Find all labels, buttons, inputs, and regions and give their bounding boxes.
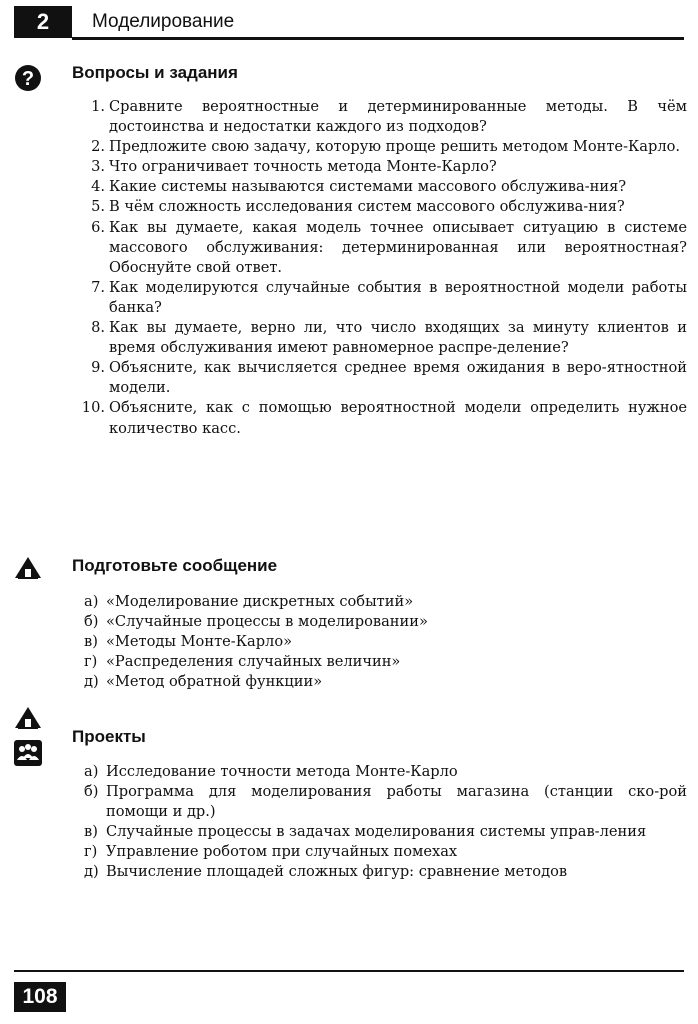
- svg-text:?: ?: [21, 68, 35, 90]
- list-item: 2. Предложите свою задачу, которую проще решить методом Монте-Карло.: [91, 138, 681, 156]
- chapter-title: Моделирование: [92, 11, 235, 32]
- list-item: 8. Как вы думаете, верно ли, что число входящих за минуту клиентов и время обслуживания имеют равномерное распре-деление?: [91, 319, 687, 357]
- list-item: 5. В чём сложность исследования систем массового обслужива-ния?: [91, 198, 625, 216]
- list-item: б) «Случайные процессы в моделировании»: [84, 613, 428, 631]
- list-item: 4. Какие системы называются системами массового обслужива-ния?: [91, 178, 627, 196]
- list-item: д) Вычисление площадей сложных фигур: сравнение методов: [84, 863, 568, 881]
- chapter-number: 2: [36, 9, 50, 34]
- list-item: б) Программа для моделирования работы магазина (станции ско-рой помощи и др.): [84, 783, 687, 821]
- list-item: 6. Как вы думаете, какая модель точнее описывает ситуацию в системе массового обслуживания: детерминированная или вероятностная? Обоснуйте свой ответ.: [91, 218, 687, 276]
- header-rule: [72, 37, 684, 40]
- page-number-badge: [14, 982, 66, 1012]
- report-list: [84, 592, 687, 692]
- house-icon: [14, 556, 42, 580]
- group-icon: [14, 740, 42, 766]
- list-item: 1. Сравните вероятностные и детерминированные методы. В чём достоинства и недостатки каждого из подходов?: [91, 98, 687, 136]
- question-circle-icon: [14, 64, 42, 92]
- list-item: г) Управление роботом при случайных помехах: [84, 843, 458, 861]
- questions-list: [77, 97, 687, 439]
- list-item: 9. Объясните, как вычисляется среднее время ожидания в веро-ятностной модели.: [91, 359, 687, 397]
- list-item: 3. Что ограничивает точность метода Монте-Карло?: [91, 158, 497, 176]
- page-number: 108: [22, 985, 58, 1008]
- house-icon: [14, 706, 42, 730]
- list-item: а) «Моделирование дискретных событий»: [84, 593, 414, 610]
- report-title: Подготовьте сообщение: [72, 556, 278, 575]
- list-item: д) «Метод обратной функции»: [84, 673, 323, 691]
- footer-rule: [14, 970, 684, 972]
- projects-title: Проекты: [72, 727, 146, 746]
- projects-list: [84, 762, 687, 883]
- chapter-number-badge: [14, 6, 72, 38]
- list-item: 7. Как моделируются случайные события в вероятностной модели работы банка?: [91, 278, 687, 316]
- questions-title: Вопросы и задания: [72, 63, 238, 82]
- list-item: 10. Объясните, как с помощью вероятностной модели определить нужное количество касс.: [81, 399, 687, 437]
- list-item: в) Случайные процессы в задачах моделирования системы управ-ления: [84, 823, 647, 841]
- list-item: г) «Распределения случайных величин»: [84, 653, 401, 671]
- list-item: а) Исследование точности метода Монте-Карло: [84, 763, 458, 780]
- list-item: в) «Методы Монте-Карло»: [84, 633, 293, 651]
